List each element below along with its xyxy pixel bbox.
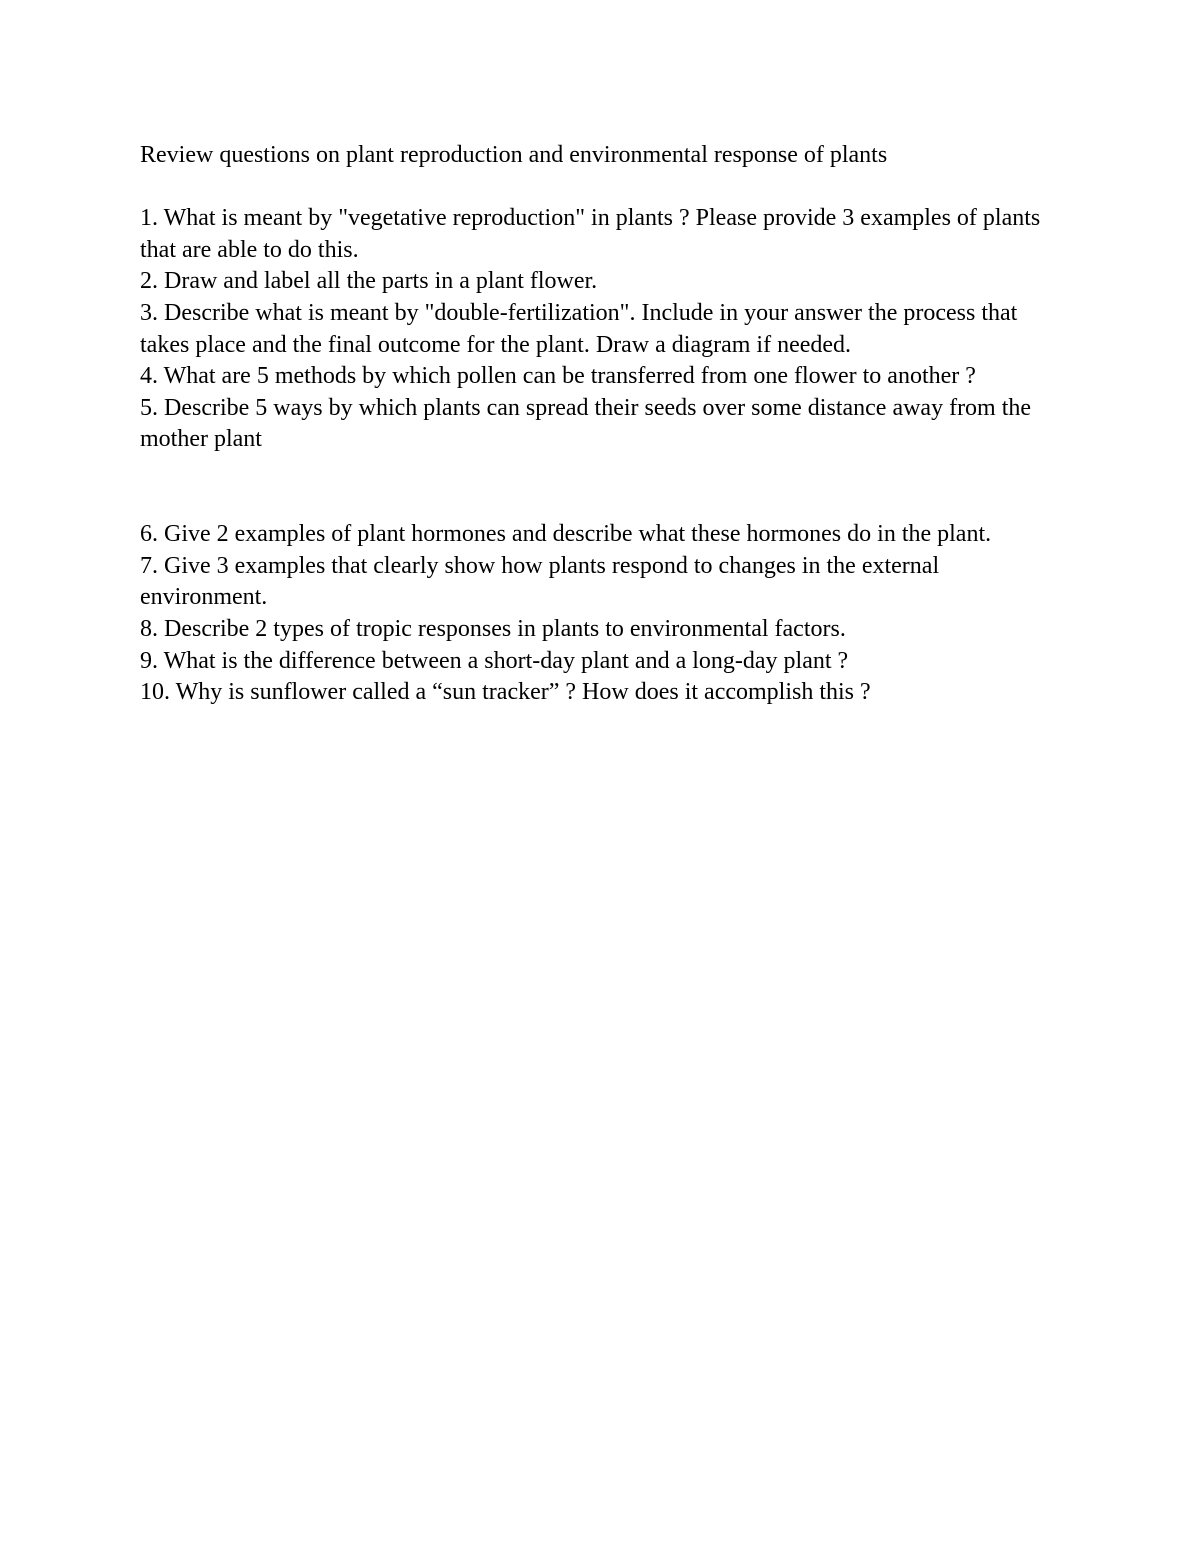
- section-spacer: [140, 456, 1070, 519]
- document-title: Review questions on plant reproduction and environmental response of plants: [140, 142, 888, 168]
- question-5: 5. Describe 5 ways by which plants can spread their seeds over some distance away from the mother plant: [140, 394, 1032, 453]
- question-10: 10. Why is sunflower called a “sun tracker” ? How does it accomplish this ?: [140, 679, 871, 706]
- question-list-reproduction: [140, 203, 1070, 456]
- question-6: 6. Give 2 examples of plant hormones and describe what these hormones do in the plant.: [140, 521, 992, 548]
- question-2: 2. Draw and label all the parts in a plant flower.: [140, 268, 598, 295]
- question-4: 4. What are 5 methods by which pollen can be transferred from one flower to another ?: [140, 363, 976, 390]
- question-9: 9. What is the difference between a short-day plant and a long-day plant ?: [140, 647, 849, 674]
- question-3: 3. Describe what is meant by "double-fertilization". Include in your answer the process that takes place and the final outcome for the plant. Draw a diagram if needed.: [140, 299, 1018, 358]
- question-1: 1. What is meant by "vegetative reproduction" in plants ? Please provide 3 examples of plants that are able to do this.: [140, 205, 1041, 263]
- question-8: 8. Describe 2 types of tropic responses in plants to environmental factors.: [140, 615, 846, 642]
- document-body: [140, 140, 1070, 709]
- question-7: 7. Give 3 examples that clearly show how plants respond to changes in the external environment.: [140, 552, 940, 611]
- question-list-environment: [140, 519, 1070, 709]
